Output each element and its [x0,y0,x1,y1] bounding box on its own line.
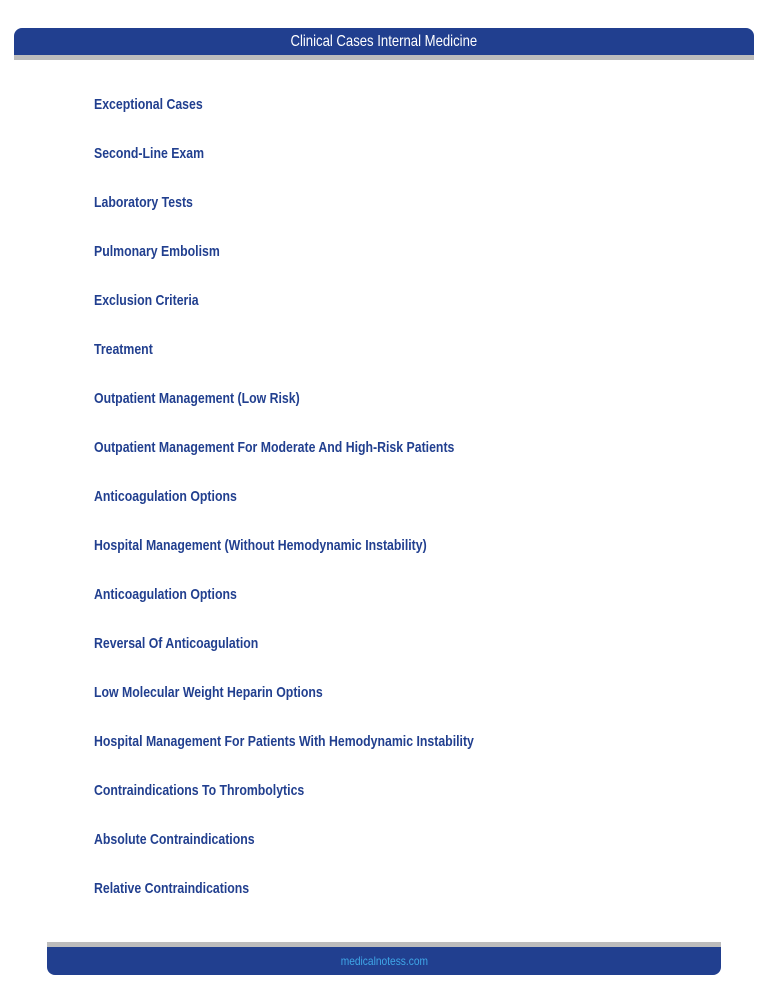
toc-item-second-line-exam[interactable]: Second-Line Exam [94,145,205,162]
toc-item-outpatient-moderate-high-risk[interactable]: Outpatient Management For Moderate And High-Risk Patients [94,439,455,456]
toc-item-lmwh-options[interactable]: Low Molecular Weight Heparin Options [94,684,323,701]
toc-item-anticoagulation-options-1[interactable]: Anticoagulation Options [94,488,237,505]
toc-item-contraindications-thrombolytics[interactable]: Contraindications To Thrombolytics [94,782,305,799]
toc-item-exceptional-cases[interactable]: Exceptional Cases [94,96,203,113]
header-divider [14,55,754,60]
toc-item-hospital-without-instability[interactable]: Hospital Management (Without Hemodynamic Instability) [94,537,427,554]
toc-item-exclusion-criteria[interactable]: Exclusion Criteria [94,292,199,309]
toc-item-absolute-contraindications[interactable]: Absolute Contraindications [94,831,255,848]
toc-item-laboratory-tests[interactable]: Laboratory Tests [94,194,193,211]
toc-item-relative-contraindications[interactable]: Relative Contraindications [94,880,250,897]
footer-site-link[interactable]: medicalnotess.com [340,954,428,968]
toc-item-anticoagulation-options-2[interactable]: Anticoagulation Options [94,586,237,603]
toc-item-hospital-with-instability[interactable]: Hospital Management For Patients With Hemodynamic Instability [94,733,474,750]
page-header [14,28,754,55]
toc-item-pulmonary-embolism[interactable]: Pulmonary Embolism [94,243,220,260]
toc-item-reversal-of-anticoagulation[interactable]: Reversal Of Anticoagulation [94,635,259,652]
toc-item-outpatient-low-risk[interactable]: Outpatient Management (Low Risk) [94,390,300,407]
toc-item-treatment[interactable]: Treatment [94,341,153,358]
table-of-contents [94,92,557,925]
header-title: Clinical Cases Internal Medicine [290,32,478,50]
page-footer [47,947,721,975]
